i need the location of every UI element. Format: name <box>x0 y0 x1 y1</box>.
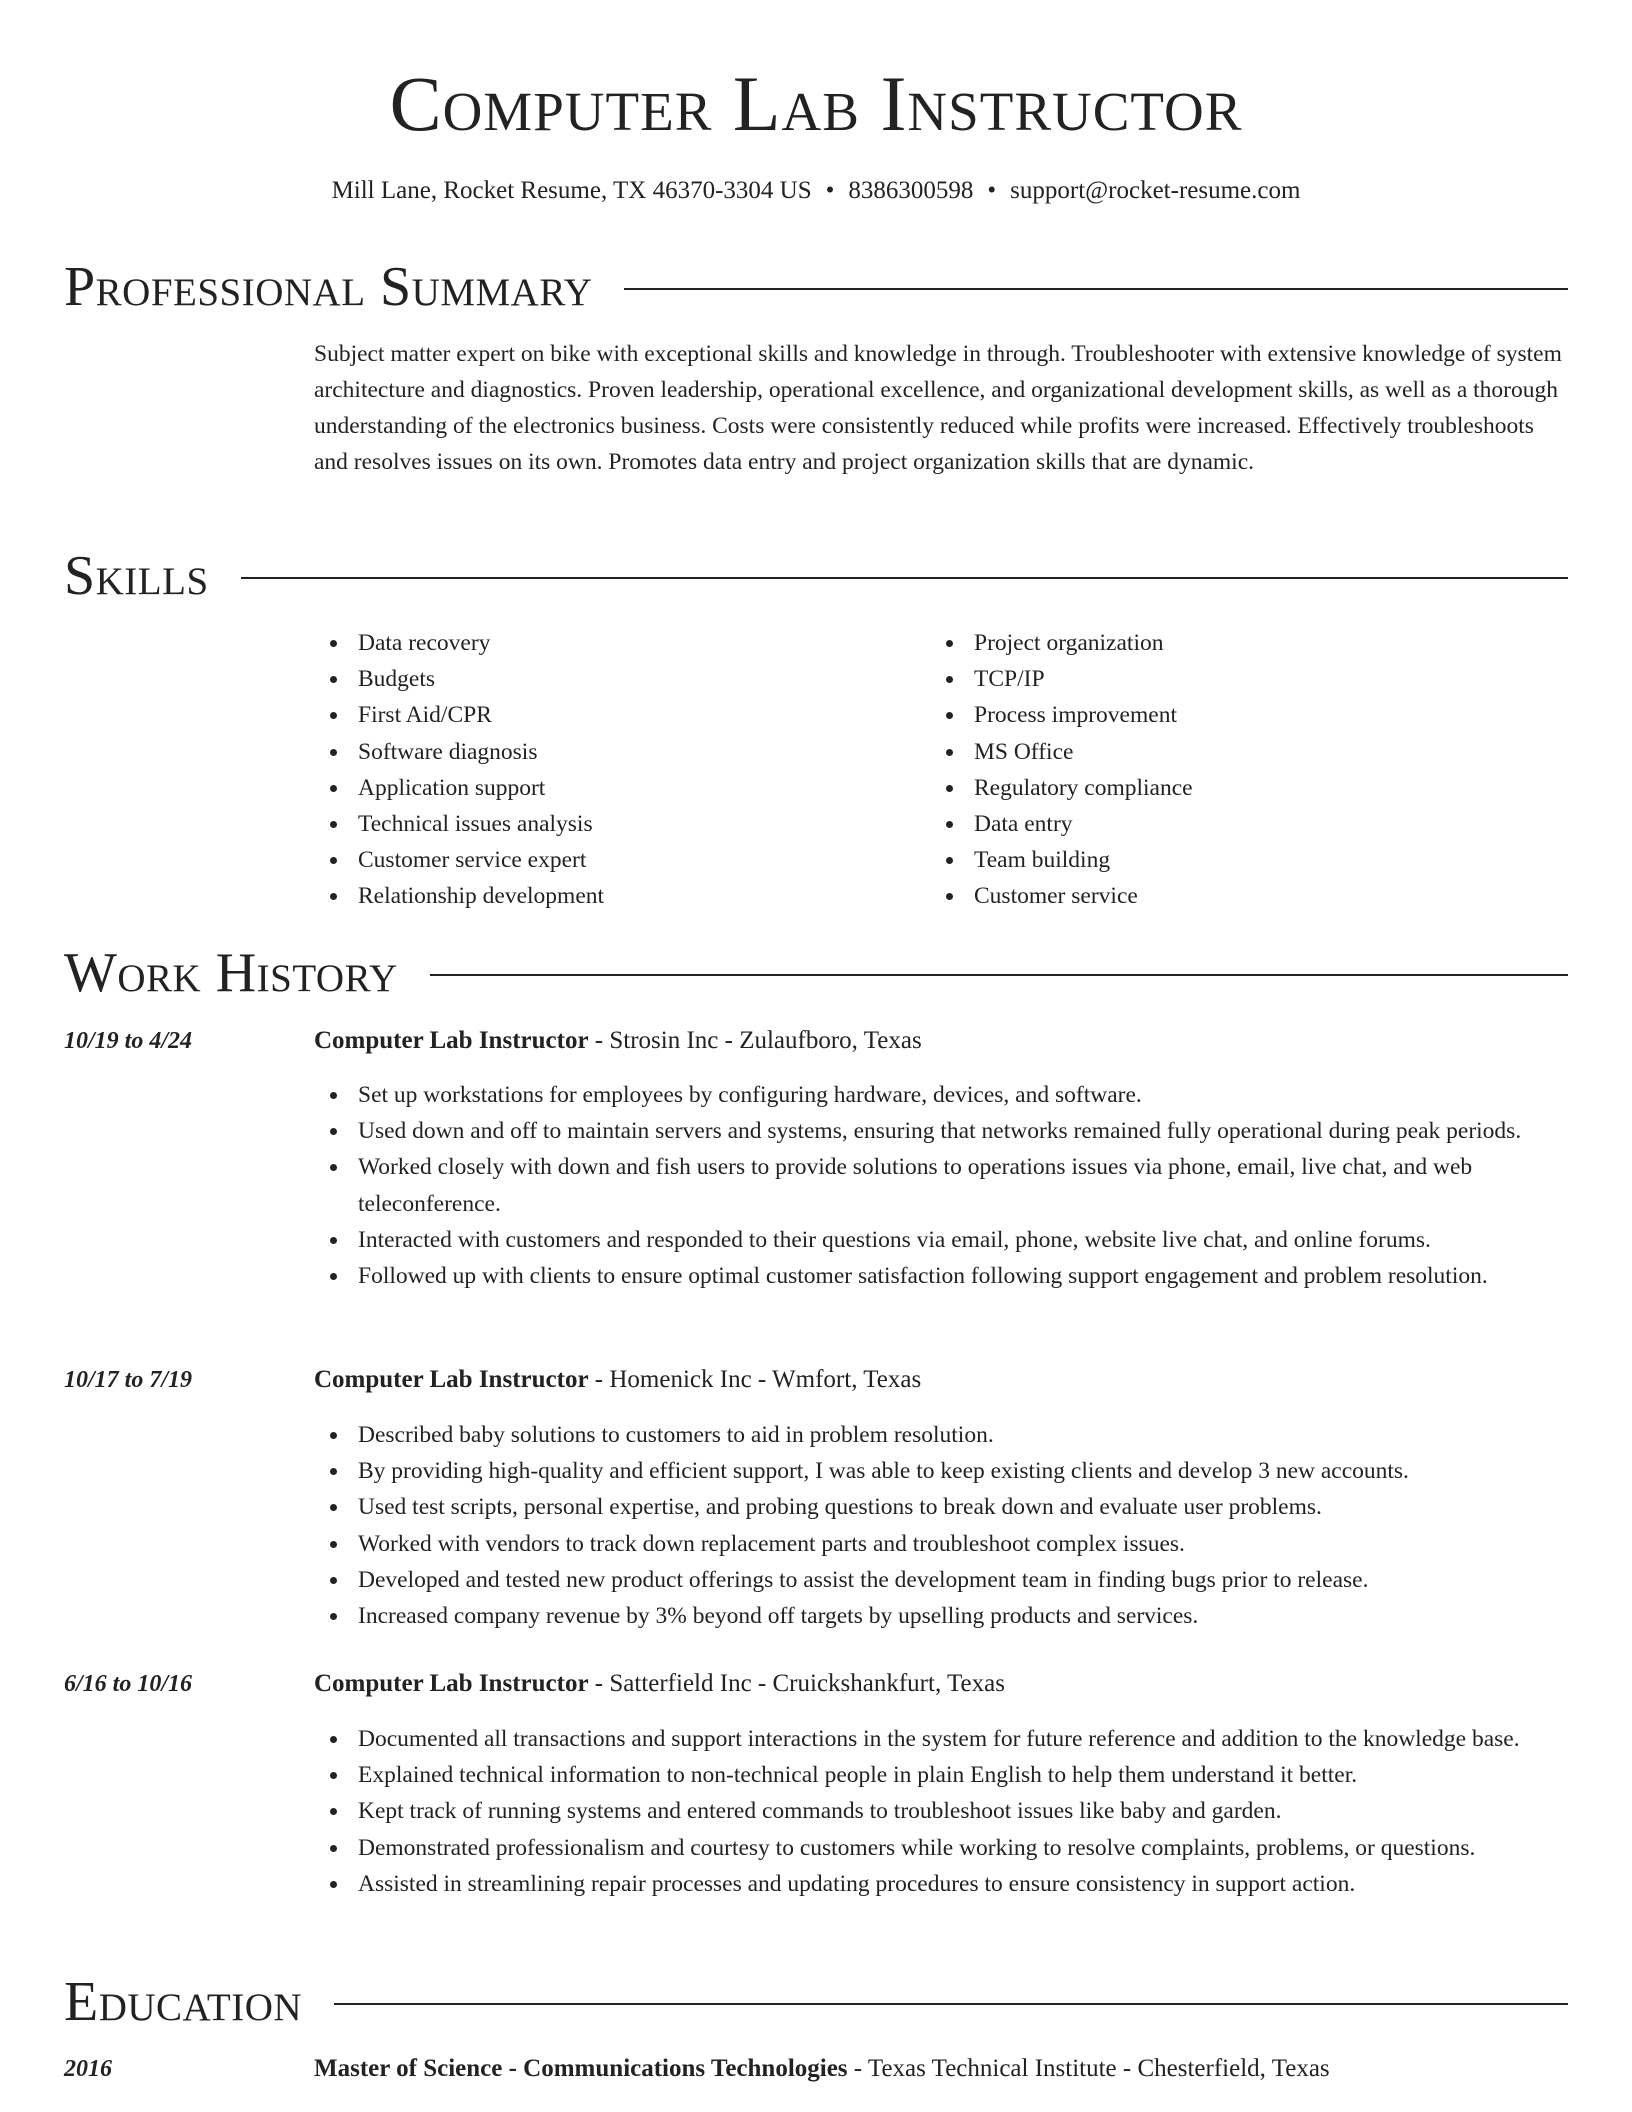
skill-item: Data recovery <box>314 625 930 661</box>
skill-item: Regulatory compliance <box>930 770 1546 806</box>
work-section-header <box>64 942 1568 1004</box>
job-bullet: Used down and off to maintain servers and systems, ensuring that networks remained fully operational during peak periods. <box>314 1113 1568 1149</box>
skills-column-left <box>314 625 930 915</box>
job-title: Computer Lab Instructor <box>314 1366 589 1393</box>
skill-item: Project organization <box>930 625 1546 661</box>
job-bullet: Developed and tested new product offerings to assist the development team in finding bugs prior to release. <box>314 1562 1568 1598</box>
skill-item: Team building <box>930 842 1546 878</box>
job-bullets <box>314 1077 1568 1294</box>
skills-section-header <box>64 545 1568 607</box>
job-heading <box>314 1024 922 1058</box>
skill-item: Data entry <box>930 806 1546 842</box>
job-bullet: Worked closely with down and fish users to provide solutions to operations issues via phone, email, live chat, and web teleconference. <box>314 1149 1568 1221</box>
skill-item: Process improvement <box>930 697 1546 733</box>
summary-text: Subject matter expert on bike with exceptional skills and knowledge in through. Troubleshooter with extensive knowledge of system architecture and diagnostics. Proven leadership, operational excellence, and organizational development skills, as well as a thorough understanding of the electronics business. Costs were consistently reduced while profits were increased. Effectively troubleshoots and resolves issues on its own. Promotes data entry and project organization skills that are dynamic. <box>314 341 1562 475</box>
job-bullets <box>314 1721 1568 1902</box>
education-section-header <box>64 1971 1568 2033</box>
job-bullet: Documented all transactions and support interactions in the system for future reference and addition to the knowledge base. <box>314 1721 1568 1757</box>
job-dates: 6/16 to 10/16 <box>64 1671 193 1697</box>
summary-heading: Professional Summary <box>64 256 593 318</box>
job-title: Computer Lab Instructor <box>314 1027 589 1054</box>
job-bullet: Worked with vendors to track down replacement parts and troubleshoot complex issues. <box>314 1526 1568 1562</box>
candidate-name: Computer Lab Instructor <box>389 60 1243 147</box>
education-school-location: - Texas Technical Institute - Chesterfield, Texas <box>847 2055 1330 2082</box>
summary-section-header <box>64 256 1568 318</box>
job-employer-location: - Satterfield Inc - Cruickshankfurt, Texas <box>588 1670 1005 1697</box>
job-bullet: By providing high-quality and efficient support, I was able to keep existing clients and develop 3 new accounts. <box>314 1453 1568 1489</box>
education-degree: Master of Science - Communications Technologies <box>314 2055 848 2082</box>
section-divider <box>624 288 1568 290</box>
job-bullet: Kept track of running systems and entered commands to troubleshoot issues like baby and garden. <box>314 1793 1568 1829</box>
skill-item: Relationship development <box>314 878 930 914</box>
work-heading: Work History <box>64 942 398 1004</box>
education-year: 2016 <box>64 2056 112 2082</box>
section-divider <box>430 974 1568 976</box>
section-divider <box>241 577 1568 579</box>
job-bullet: Increased company revenue by 3% beyond off targets by upselling products and services. <box>314 1598 1568 1634</box>
job-employer-location: - Strosin Inc - Zulaufboro, Texas <box>588 1027 922 1054</box>
skills-column-right <box>930 625 1546 915</box>
job-title: Computer Lab Instructor <box>314 1670 589 1697</box>
job-bullet: Explained technical information to non-technical people in plain English to help them understand it better. <box>314 1757 1568 1793</box>
contact-separator: • <box>987 177 997 204</box>
skills-list <box>314 625 1568 915</box>
job-dates: 10/19 to 4/24 <box>64 1028 193 1054</box>
contact-address: Mill Lane, Rocket Resume, TX 46370-3304 US <box>331 177 812 204</box>
job-bullet: Assisted in streamlining repair processes and updating procedures to ensure consistency in support action. <box>314 1866 1568 1902</box>
job-bullet: Demonstrated professionalism and courtesy to customers while working to resolve complaints, problems, or questions. <box>314 1830 1568 1866</box>
skill-item: First Aid/CPR <box>314 697 930 733</box>
contact-email: support@rocket-resume.com <box>1010 177 1301 204</box>
skill-item: Budgets <box>314 661 930 697</box>
job-bullet: Interacted with customers and responded to their questions via email, phone, website live chat, and online forums. <box>314 1222 1568 1258</box>
job-bullet: Described baby solutions to customers to aid in problem resolution. <box>314 1417 1568 1453</box>
education-heading: Education <box>64 1971 303 2033</box>
skill-item: Technical issues analysis <box>314 806 930 842</box>
section-divider <box>334 2003 1568 2005</box>
job-heading <box>314 1667 1005 1701</box>
job-bullets <box>314 1417 1568 1634</box>
contact-phone: 8386300598 <box>848 177 974 204</box>
skills-heading: Skills <box>64 545 209 607</box>
job-employer-location: - Homenick Inc - Wmfort, Texas <box>588 1366 922 1393</box>
job-heading <box>314 1363 921 1397</box>
skill-item: Customer service <box>930 878 1546 914</box>
skill-item: Software diagnosis <box>314 734 930 770</box>
contact-separator: • <box>825 177 835 204</box>
education-entry <box>314 2052 1330 2086</box>
skill-item: TCP/IP <box>930 661 1546 697</box>
skill-item: MS Office <box>930 734 1546 770</box>
job-bullet: Used test scripts, personal expertise, and probing questions to break down and evaluate user problems. <box>314 1489 1568 1525</box>
skill-item: Application support <box>314 770 930 806</box>
job-bullet: Followed up with clients to ensure optimal customer satisfaction following support engagement and problem resolution. <box>314 1258 1568 1294</box>
skill-item: Customer service expert <box>314 842 930 878</box>
job-dates: 10/17 to 7/19 <box>64 1367 193 1393</box>
contact-line <box>0 174 1632 208</box>
job-bullet: Set up workstations for employees by configuring hardware, devices, and software. <box>314 1077 1568 1113</box>
